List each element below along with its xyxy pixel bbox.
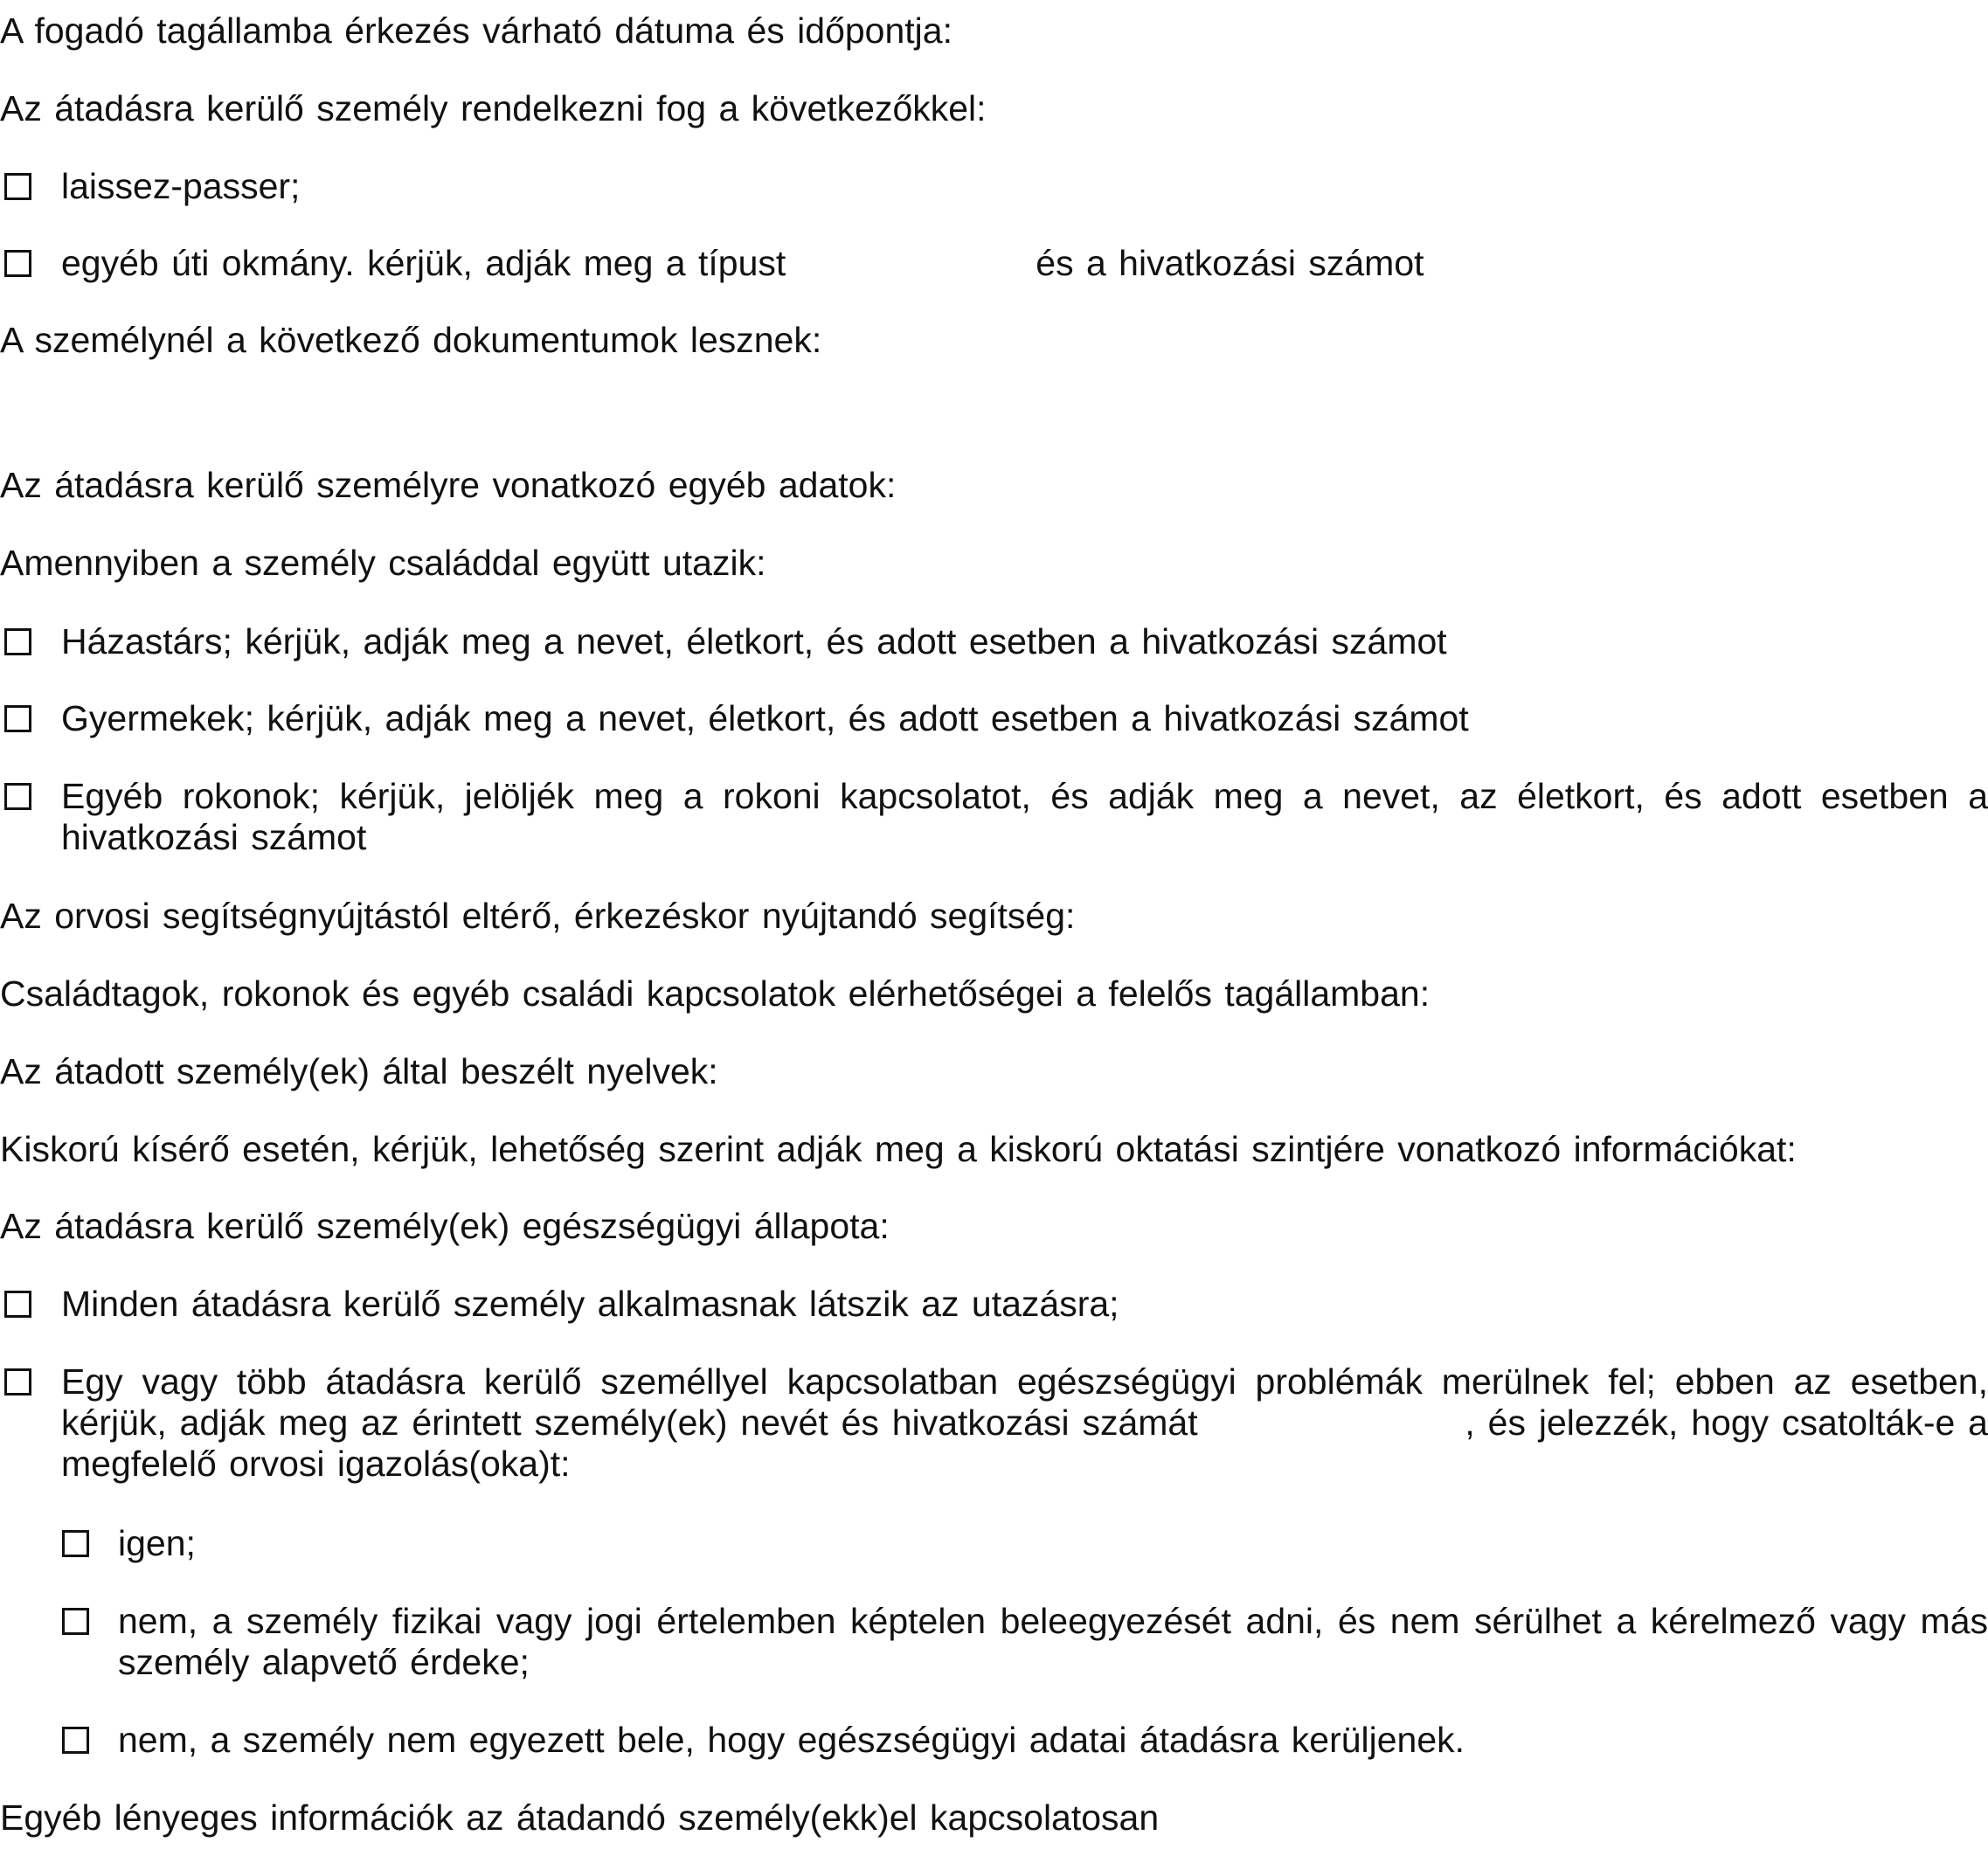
other-travel-document-text-1: egyéb úti okmány. kérjük, adják meg a típust [61, 243, 786, 283]
children-checkbox[interactable] [4, 705, 31, 732]
other-relevant-info-label: Egyéb lényeges információk az átadandó személy(ekk)el kapcsolatosan [0, 1797, 1160, 1838]
health-problems-label-line-3: megfelelő orvosi igazolás(oka)t: [61, 1444, 571, 1484]
health-problems-text-2b: , és jelezzék, hogy csatolták-e a [1465, 1402, 1988, 1443]
medical-certificate-no-incapable-label-line-2: személy alapvető érdeke; [118, 1642, 530, 1682]
documents-carried-label: A személynél a következő dokumentumok lesznek: [0, 320, 822, 360]
medical-certificate-no-consent-label: nem, a személy nem egyezett bele, hogy egészségügyi adatai átadásra kerüljenek. [118, 1720, 1465, 1760]
other-travel-document-checkbox[interactable] [4, 250, 31, 277]
medical-certificate-no-incapable-label-line-1: nem, a személy fizikai vagy jogi értelemben képtelen beleegyezését adni, és nem sérülhet a kérelmező vagy más [118, 1601, 1988, 1641]
health-problems-label-line-1: Egy vagy több átadásra kerülő személlyel kapcsolatban egészségügyi problémák merülnek fel; ebben az esetben, [61, 1361, 1988, 1402]
arrival-date-label: A fogadó tagállamba érkezés várható dátuma és időpontja: [0, 10, 952, 51]
health-problems-text-2a: kérjük, adják meg az érintett személy(ek) nevét és hivatkozási számát [61, 1402, 1198, 1443]
children-label: Gyermekek; kérjük, adják meg a nevet, életkort, és adott esetben a hivatkozási számot [61, 698, 1469, 738]
spouse-checkbox[interactable] [4, 628, 31, 655]
health-status-label: Az átadásra kerülő személy(ek) egészségügyi állapota: [0, 1206, 890, 1246]
minor-education-label: Kiskorú kísérő esetén, kérjük, lehetőség szerint adják meg a kiskorú oktatási szintjére vonatkozó információkat: [0, 1129, 1797, 1169]
laissez-passer-label: laissez-passer; [61, 166, 301, 206]
languages-label: Az átadott személy(ek) által beszélt nyelvek: [0, 1051, 718, 1091]
assistance-on-arrival-label: Az orvosi segítségnyújtástól eltérő, érkezéskor nyújtandó segítség: [0, 896, 1076, 936]
medical-certificate-no-consent-checkbox[interactable] [62, 1727, 89, 1754]
fit-to-travel-checkbox[interactable] [4, 1291, 31, 1318]
other-travel-document-text-2: és a hivatkozási számot [1036, 243, 1424, 283]
docs-person-has-label: Az átadásra kerülő személy rendelkezni fog a következőkkel: [0, 88, 987, 128]
health-problems-checkbox[interactable] [4, 1368, 31, 1396]
family-travel-label: Amennyiben a személy családdal együtt utazik: [0, 543, 766, 583]
other-relatives-label-line-1: Egyéb rokonok; kérjük, jelöljék meg a rokoni kapcsolatot, és adják meg a nevet, az életkort, és adott esetben a [61, 776, 1988, 816]
family-contacts-label: Családtagok, rokonok és egyéb családi kapcsolatok elérhetőségei a felelős tagállamban: [0, 973, 1430, 1014]
other-relatives-label-line-2: hivatkozási számot [61, 817, 367, 857]
other-data-label: Az átadásra kerülő személyre vonatkozó egyéb adatok: [0, 465, 897, 505]
other-travel-document-label [61, 243, 1988, 284]
health-problems-label-line-2 [61, 1402, 1988, 1444]
spouse-label: Házastárs; kérjük, adják meg a nevet, életkort, és adott esetben a hivatkozási számot [61, 621, 1447, 661]
laissez-passer-checkbox[interactable] [4, 173, 31, 200]
other-relatives-checkbox[interactable] [4, 783, 31, 810]
medical-certificate-yes-checkbox[interactable] [62, 1530, 89, 1557]
fit-to-travel-label: Minden átadásra kerülő személy alkalmasnak látszik az utazásra; [61, 1284, 1119, 1324]
medical-certificate-no-incapable-checkbox[interactable] [62, 1608, 89, 1635]
medical-certificate-yes-label: igen; [118, 1523, 196, 1563]
